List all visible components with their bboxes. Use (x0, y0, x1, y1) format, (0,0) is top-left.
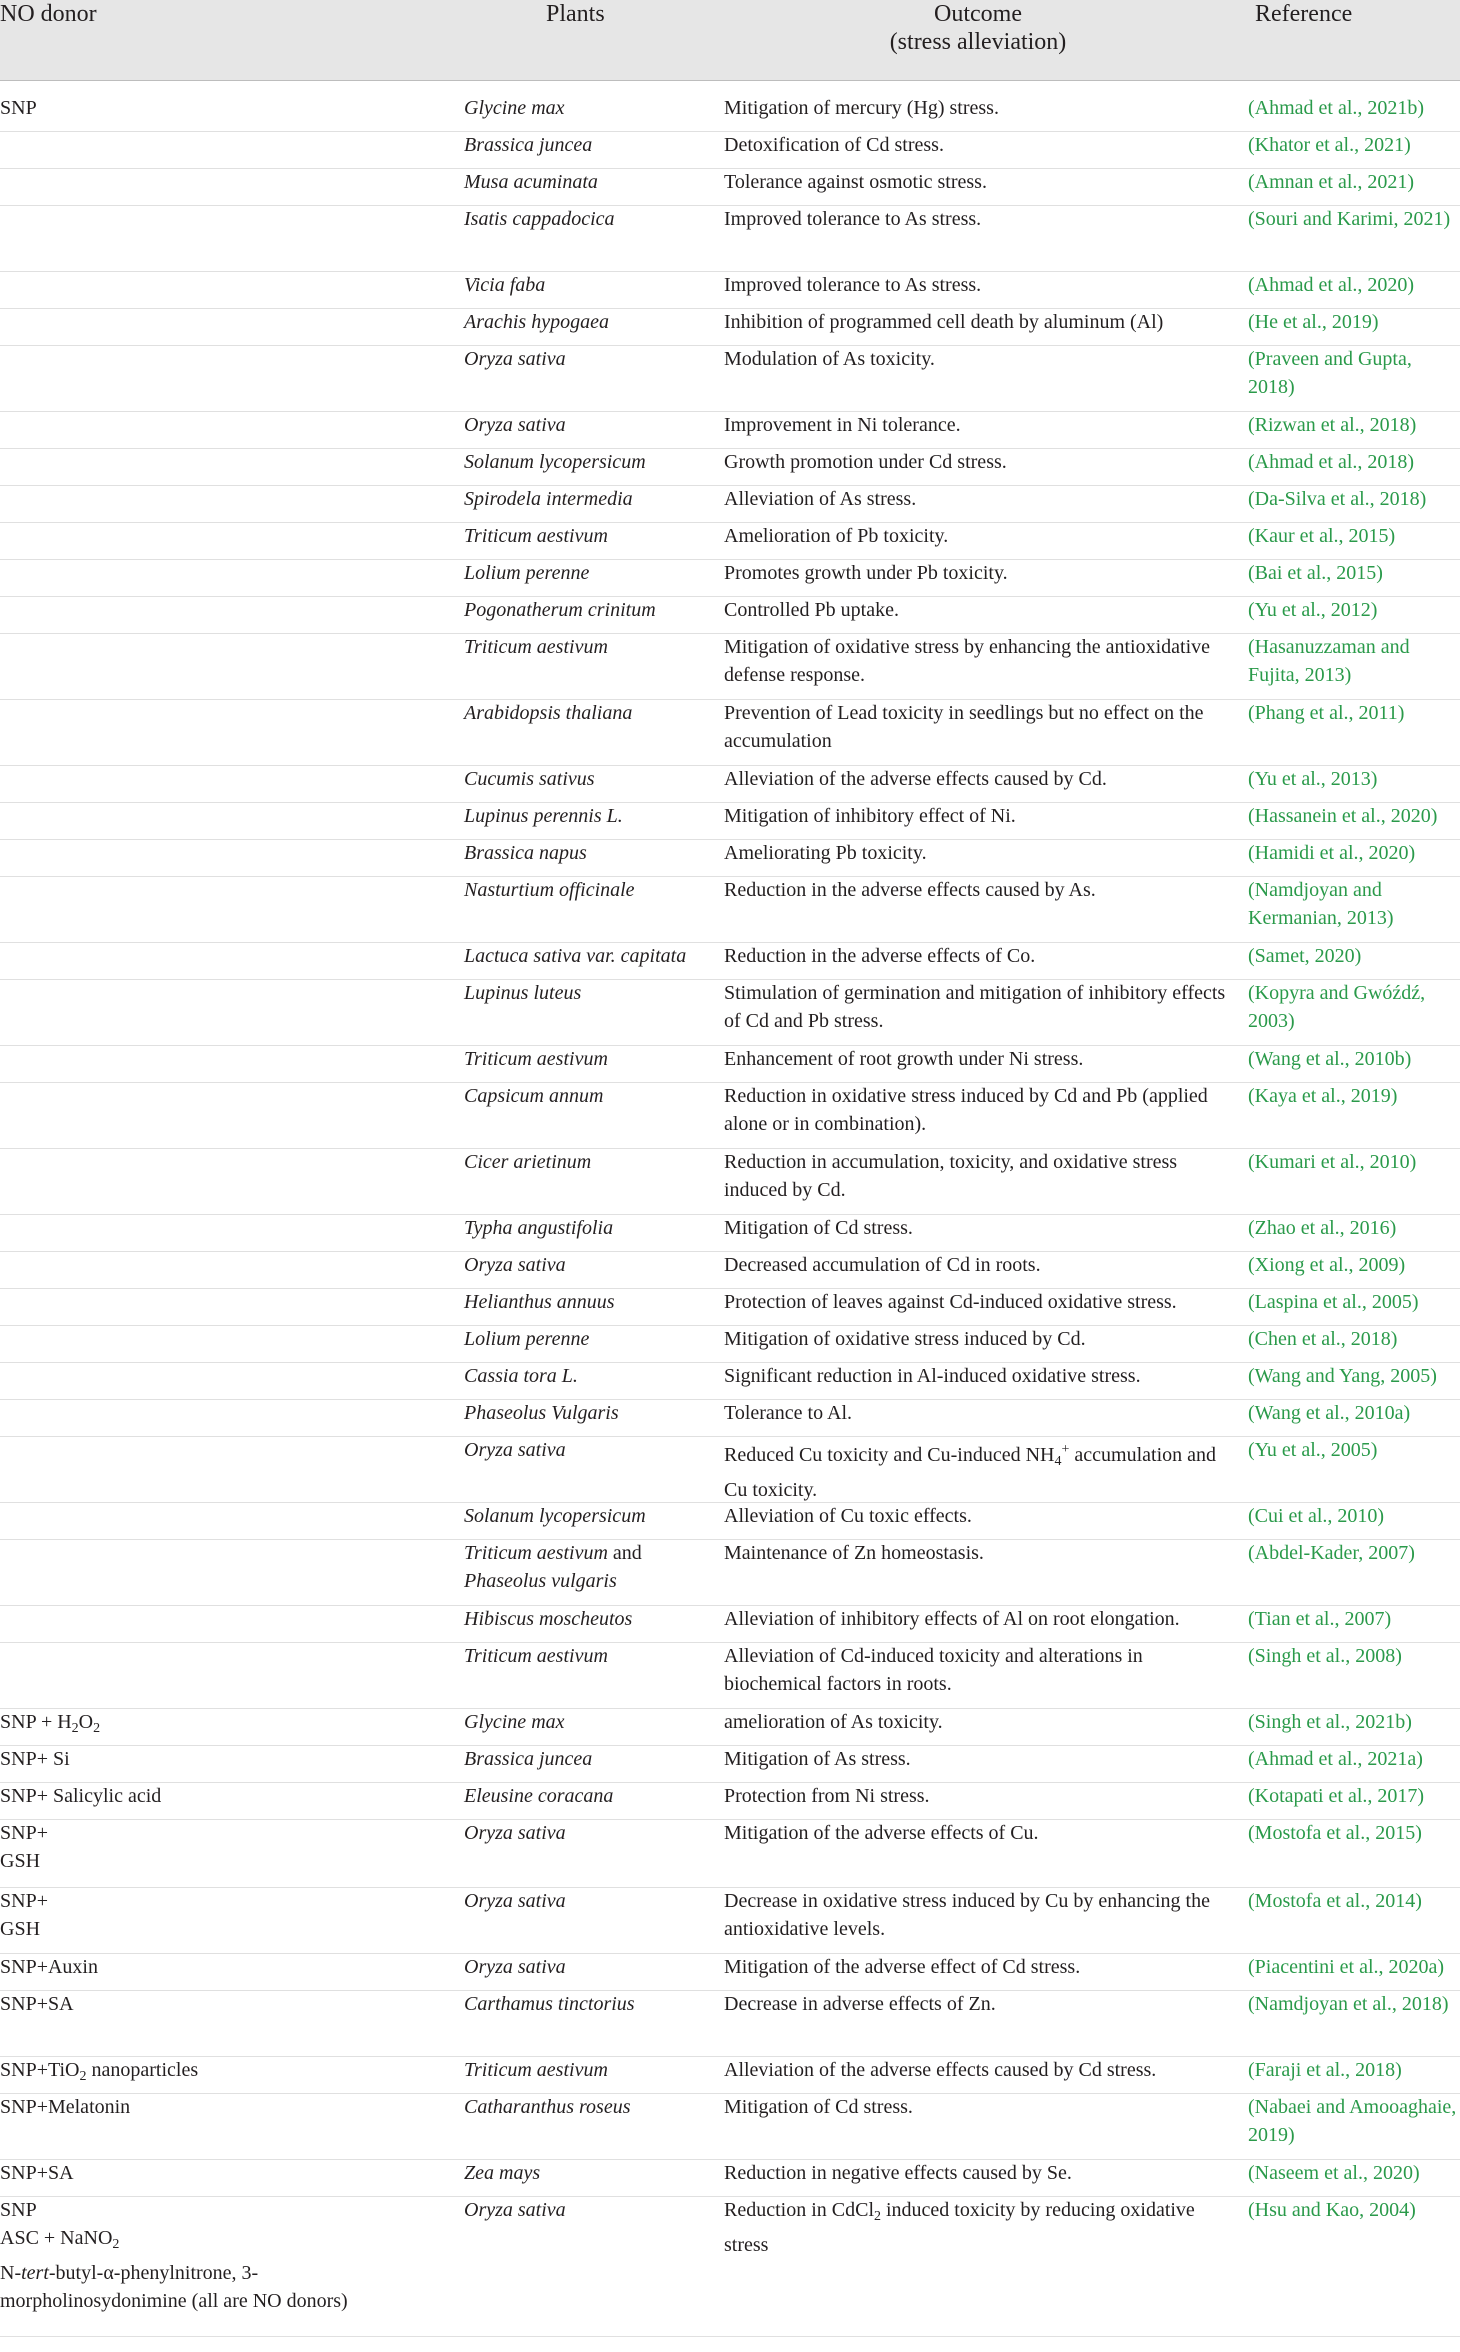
plant-cell: Cucumis sativus (464, 768, 595, 790)
reference-link[interactable]: (Souri and Karimi, 2021) (1248, 208, 1451, 230)
outcome-cell: amelioration of As toxicity. (724, 1711, 943, 1733)
table-row (0, 1288, 1460, 1326)
reference-link[interactable]: (Wang and Yang, 2005) (1248, 1365, 1437, 1387)
outcome-cell: Protection from Ni stress. (724, 1785, 930, 1807)
table-row (0, 1325, 1460, 1363)
donor-line: SNP (0, 2199, 37, 2221)
outcome-cell: Promotes growth under Pb toxicity. (724, 562, 1008, 584)
outcome-cell: Improved tolerance to As stress. (724, 274, 982, 296)
table-row (0, 979, 1460, 1046)
reference-link[interactable]: (Abdel-Kader, 2007) (1248, 1542, 1415, 1564)
reference-link[interactable]: (Mostofa et al., 2015) (1248, 1822, 1422, 1844)
table-row (0, 1082, 1460, 1149)
table-row (0, 448, 1460, 486)
table-row (0, 2093, 1460, 2160)
reference-link[interactable]: (Laspina et al., 2005) (1248, 1291, 1419, 1313)
outcome-cell: Tolerance to Al. (724, 1402, 852, 1424)
subscript: 2 (79, 2069, 87, 2084)
table-row (0, 2159, 1460, 2197)
reference-link[interactable]: (Yu et al., 2013) (1248, 768, 1378, 790)
donor-line: GSH (0, 1850, 41, 1872)
outcome-cell: Controlled Pb uptake. (724, 599, 899, 621)
outcome-cell: Reduction in the adverse effects caused by As. (724, 879, 1096, 901)
plant-cell: Zea mays (464, 2162, 541, 2184)
donor-text: O (78, 1711, 94, 1733)
outcome-cell (724, 1436, 1234, 1504)
reference-link[interactable]: (Wang et al., 2010b) (1248, 1048, 1412, 1070)
reference-link[interactable]: (Hamidi et al., 2020) (1248, 842, 1416, 864)
reference-link[interactable]: (Kaur et al., 2015) (1248, 525, 1396, 547)
outcome-cell: Reduction in oxidative stress induced by Cd and Pb (applied alone or in combination). (724, 1085, 1208, 1135)
subscript: 4 (1054, 1454, 1062, 1469)
plant-cell: Oryza sativa (464, 414, 566, 436)
plant-cell: Pogonatherum crinitum (464, 599, 656, 621)
subscript: 2 (71, 1721, 79, 1736)
outcome-cell: Inhibition of programmed cell death by aluminum (Al) (724, 311, 1164, 333)
table-row (0, 1745, 1460, 1783)
outcome-cell: Alleviation of As stress. (724, 488, 917, 510)
reference-link[interactable]: (Zhao et al., 2016) (1248, 1217, 1397, 1239)
donor-cell: SNP+Melatonin (0, 2096, 131, 2118)
outcome-cell: Mitigation of oxidative stress by enhancing the antioxidative defense response. (724, 636, 1211, 686)
plant-cell: Catharanthus roseus (464, 2096, 631, 2118)
outcome-cell: Protection of leaves against Cd-induced oxidative stress. (724, 1291, 1177, 1313)
plant-cell: Helianthus annuus (464, 1291, 615, 1313)
outcome-cell: Mitigation of inhibitory effect of Ni. (724, 805, 1016, 827)
outcome-cell: Decreased accumulation of Cd in roots. (724, 1254, 1041, 1276)
donor-cell (0, 1708, 400, 1743)
plant-cell: Glycine max (464, 97, 565, 119)
header-outcome (868, 0, 1088, 56)
donor-cell: SNP+SA (0, 1993, 74, 2015)
plant-name: Triticum aestivum (464, 1542, 608, 1564)
donor-text: N- (0, 2262, 22, 2284)
donor-cell (0, 1887, 400, 1943)
header-no-donor: NO donor (0, 1, 97, 27)
plant-cell: Lolium perenne (464, 562, 590, 584)
plant-cell: Lupinus perennis L. (464, 805, 623, 827)
donor-cell: SNP (0, 97, 37, 119)
reference-link[interactable]: (Kopyra and Gwóźdź, 2003) (1248, 982, 1426, 1032)
outcome-cell: Decrease in adverse effects of Zn. (724, 1993, 996, 2015)
plant-cell: Capsicum annum (464, 1085, 604, 1107)
plant-cell: Nasturtium officinale (464, 879, 635, 901)
outcome-cell: Mitigation of the adverse effect of Cd stress. (724, 1956, 1081, 1978)
header-reference: Reference (1255, 1, 1353, 27)
reference-link[interactable]: (He et al., 2019) (1248, 311, 1379, 333)
plant-cell: Spirodela intermedia (464, 488, 633, 510)
outcome-cell: Alleviation of inhibitory effects of Al on root elongation. (724, 1608, 1180, 1630)
outcome-cell: Growth promotion under Cd stress. (724, 451, 1007, 473)
outcome-cell: Reduction in accumulation, toxicity, and oxidative stress induced by Cd. (724, 1151, 1178, 1201)
outcome-cell: Mitigation of Cd stress. (724, 2096, 913, 2118)
outcome-text: Reduction in CdCl (724, 2199, 874, 2221)
table-row (0, 559, 1460, 597)
reference-link[interactable]: (Hassanein et al., 2020) (1248, 805, 1438, 827)
table-row (0, 2196, 1460, 2337)
reference-link[interactable]: (Xiong et al., 2009) (1248, 1254, 1406, 1276)
reference-link[interactable]: (Ahmad et al., 2021a) (1248, 1748, 1423, 1770)
table-row (0, 131, 1460, 169)
plant-cell: Triticum aestivum (464, 1645, 608, 1667)
donor-line: SNP+ (0, 1890, 48, 1912)
header-outcome-line2: (stress alleviation) (889, 29, 1067, 55)
reference-link[interactable]: (Amnan et al., 2021) (1248, 171, 1415, 193)
outcome-cell: Decrease in oxidative stress induced by Cu by enhancing the antioxidative levels. (724, 1890, 1210, 1940)
outcome-cell: Reduction in the adverse effects of Co. (724, 945, 1036, 967)
reference-link[interactable]: (Piacentini et al., 2020a) (1248, 1956, 1445, 1978)
table-row (0, 1605, 1460, 1643)
reference-link[interactable]: (Hsu and Kao, 2004) (1248, 2199, 1416, 2221)
table-row (0, 1436, 1460, 1503)
donor-line: SNP+ (0, 1822, 48, 1844)
donor-line (0, 2259, 400, 2315)
donor-line: GSH (0, 1918, 41, 1940)
reference-link[interactable]: (Cui et al., 2010) (1248, 1505, 1385, 1527)
table-row (0, 522, 1460, 560)
reference-link[interactable]: (Ahmad et al., 2018) (1248, 451, 1415, 473)
outcome-cell: Maintenance of Zn homeostasis. (724, 1542, 984, 1564)
outcome-cell: Alleviation of the adverse effects caused by Cd. (724, 768, 1107, 790)
donor-line (0, 2224, 400, 2259)
outcome-cell: Stimulation of germination and mitigation of inhibitory effects of Cd and Pb stress. (724, 982, 1226, 1032)
reference-link[interactable]: (Yu et al., 2005) (1248, 1439, 1378, 1461)
plant-cell: Hibiscus moscheutos (464, 1608, 633, 1630)
reference-link[interactable]: (Singh et al., 2021b) (1248, 1711, 1412, 1733)
table-row (0, 1362, 1460, 1400)
reference-link[interactable]: (Khator et al., 2021) (1248, 134, 1411, 156)
reference-link[interactable]: (Hasanuzzaman and Fujita, 2013) (1248, 636, 1410, 686)
plant-cell: Oryza sativa (464, 1890, 566, 1912)
plant-cell: Oryza sativa (464, 2199, 566, 2221)
table-row (0, 411, 1460, 449)
outcome-cell: Tolerance against osmotic stress. (724, 171, 987, 193)
donor-text: SNP+TiO (0, 2059, 80, 2081)
plant-cell: Brassica juncea (464, 1748, 593, 1770)
reference-link[interactable]: (Kumari et al., 2010) (1248, 1151, 1417, 1173)
plant-cell: Triticum aestivum (464, 1048, 608, 1070)
plant-cell: Triticum aestivum (464, 636, 608, 658)
table-row (0, 308, 1460, 346)
table-row (0, 1214, 1460, 1252)
reference-link[interactable]: (Rizwan et al., 2018) (1248, 414, 1417, 436)
header-outcome-line1: Outcome (934, 1, 1022, 27)
table-row (0, 802, 1460, 840)
donor-cell (0, 2056, 400, 2091)
reference-link[interactable]: (Mostofa et al., 2014) (1248, 1890, 1422, 1912)
table-row (0, 596, 1460, 634)
reference-link[interactable]: (Namdjoyan and Kermanian, 2013) (1248, 879, 1394, 929)
table-row (0, 205, 1460, 272)
outcome-cell (724, 2196, 1234, 2259)
outcome-cell: Ameliorating Pb toxicity. (724, 842, 927, 864)
donor-text: ASC + NaNO (0, 2227, 113, 2249)
table-row (0, 1502, 1460, 1540)
outcome-cell: Mitigation of the adverse effects of Cu. (724, 1822, 1039, 1844)
table-row (0, 1819, 1460, 1888)
outcome-text: induced toxicity by reducing oxidative stress (724, 2199, 1195, 2256)
outcome-cell: Amelioration of Pb toxicity. (724, 525, 949, 547)
reference-link[interactable]: (Kaya et al., 2019) (1248, 1085, 1398, 1107)
reference-link[interactable]: (Namdjoyan et al., 2018) (1248, 1993, 1449, 2015)
table-row (0, 168, 1460, 206)
plant-cell: Lolium perenne (464, 1328, 590, 1350)
plant-cell: Cicer arietinum (464, 1151, 592, 1173)
plant-conjunction: and (607, 1542, 642, 1564)
outcome-cell: Mitigation of oxidative stress induced by Cd. (724, 1328, 1086, 1350)
table-row (0, 1708, 1460, 1746)
table-row (0, 1399, 1460, 1437)
superscript: + (1061, 1442, 1070, 1457)
outcome-cell: Reduction in negative effects caused by Se. (724, 2162, 1072, 2184)
table-row (0, 633, 1460, 700)
plant-cell: Lactuca sativa var. capitata (464, 945, 687, 967)
plant-cell: Triticum aestivum (464, 525, 608, 547)
table-row (0, 1045, 1460, 1083)
plant-cell: Typha angustifolia (464, 1217, 614, 1239)
reference-link[interactable]: (Samet, 2020) (1248, 945, 1362, 967)
plant-cell: Carthamus tinctorius (464, 1993, 635, 2015)
donor-text: nanoparticles (86, 2059, 199, 2081)
outcome-cell: Alleviation of the adverse effects caused by Cd stress. (724, 2059, 1157, 2081)
table-row (0, 1539, 1460, 1606)
table-row (0, 271, 1460, 309)
donor-text: SNP + H (0, 1711, 72, 1733)
reference-link[interactable]: (Tian et al., 2007) (1248, 1608, 1392, 1630)
subscript: 2 (874, 2209, 881, 2224)
plant-cell: Solanum lycopersicum (464, 451, 646, 473)
plant-name: Phaseolus vulgaris (464, 1570, 617, 1592)
plant-cell: Lupinus luteus (464, 982, 582, 1004)
outcome-cell: Mitigation of As stress. (724, 1748, 911, 1770)
plant-cell: Oryza sativa (464, 1956, 566, 1978)
plant-cell: Isatis cappadocica (464, 208, 615, 230)
outcome-cell: Alleviation of Cd-induced toxicity and alterations in biochemical factors in roots. (724, 1645, 1143, 1695)
plant-cell: Vicia faba (464, 274, 546, 296)
table-row (0, 345, 1460, 412)
plant-cell: Arabidopsis thaliana (464, 702, 633, 724)
plant-cell: Phaseolus Vulgaris (464, 1402, 619, 1424)
donor-cell: SNP+ Salicylic acid (0, 1785, 162, 1807)
donor-cell (0, 1819, 400, 1875)
plant-cell: Oryza sativa (464, 1254, 566, 1276)
reference-link[interactable]: (Chen et al., 2018) (1248, 1328, 1398, 1350)
outcome-cell: Modulation of As toxicity. (724, 348, 935, 370)
reference-link[interactable]: (Praveen and Gupta, 2018) (1248, 348, 1412, 398)
subscript: 2 (93, 1721, 101, 1736)
plant-cell: Triticum aestivum (464, 2059, 608, 2081)
donor-cell: SNP+Auxin (0, 1956, 98, 1978)
plant-cell: Cassia tora L. (464, 1365, 578, 1387)
table-row (0, 1148, 1460, 1215)
reference-link[interactable]: (Da-Silva et al., 2018) (1248, 488, 1427, 510)
donor-cell: SNP+SA (0, 2162, 74, 2184)
outcome-cell: Improved tolerance to As stress. (724, 208, 982, 230)
donor-text: -butyl-α-phenylnitrone, 3-morpholinosydonimine (all are NO donors) (0, 2262, 348, 2312)
table-row (0, 1782, 1460, 1820)
plant-cell: Oryza sativa (464, 1822, 566, 1844)
table-row (0, 1953, 1460, 1991)
plant-cell (464, 1539, 704, 1595)
outcome-cell: Prevention of Lead toxicity in seedlings but no effect on the accumulation (724, 702, 1204, 752)
reference-link[interactable]: (Singh et al., 2008) (1248, 1645, 1402, 1667)
table-row (0, 876, 1460, 943)
outcome-cell: Mitigation of mercury (Hg) stress. (724, 97, 999, 119)
plant-cell: Musa acuminata (464, 171, 598, 193)
plant-cell: Brassica napus (464, 842, 587, 864)
plant-cell: Solanum lycopersicum (464, 1505, 646, 1527)
plant-cell: Arachis hypogaea (464, 311, 609, 333)
reference-link[interactable]: (Ahmad et al., 2021b) (1248, 97, 1425, 119)
reference-link[interactable]: (Kotapati et al., 2017) (1248, 1785, 1425, 1807)
outcome-text: accumulation and Cu toxicity. (724, 1444, 1217, 1501)
table-row (0, 1642, 1460, 1709)
table-row (0, 839, 1460, 877)
table-row (0, 942, 1460, 980)
reference-link[interactable]: (Phang et al., 2011) (1248, 702, 1405, 724)
reference-link[interactable]: (Ahmad et al., 2020) (1248, 274, 1415, 296)
table-header (0, 0, 1460, 81)
outcome-cell: Enhancement of root growth under Ni stress. (724, 1048, 1084, 1070)
table-row (0, 1887, 1460, 1954)
outcome-cell: Alleviation of Cu toxic effects. (724, 1505, 972, 1527)
reference-link[interactable]: (Yu et al., 2012) (1248, 599, 1378, 621)
table-row (0, 485, 1460, 523)
subscript: 2 (112, 2237, 120, 2252)
outcome-cell: Detoxification of Cd stress. (724, 134, 944, 156)
table-row (0, 699, 1460, 766)
plant-cell: Oryza sativa (464, 1439, 566, 1461)
reference-link[interactable]: (Bai et al., 2015) (1248, 562, 1383, 584)
table-row (0, 765, 1460, 803)
table-row (0, 2056, 1460, 2094)
plant-cell: Eleusine coracana (464, 1785, 614, 1807)
reference-link[interactable]: (Naseem et al., 2020) (1248, 2162, 1420, 2184)
donor-cell (0, 2196, 400, 2315)
reference-link[interactable]: (Nabaei and Amooaghaie, 2019) (1248, 2096, 1457, 2146)
outcome-cell: Mitigation of Cd stress. (724, 1217, 913, 1239)
table-row (0, 1251, 1460, 1289)
plant-cell: Brassica juncea (464, 134, 593, 156)
donor-text-italic: tert (21, 2262, 49, 2284)
plant-cell: Glycine max (464, 1711, 565, 1733)
table-row (0, 94, 1460, 132)
table-row (0, 1990, 1460, 2057)
header-plants: Plants (546, 1, 605, 27)
outcome-cell: Significant reduction in Al-induced oxidative stress. (724, 1365, 1141, 1387)
reference-link[interactable]: (Wang et al., 2010a) (1248, 1402, 1411, 1424)
plant-cell: Oryza sativa (464, 348, 566, 370)
reference-link[interactable]: (Faraji et al., 2018) (1248, 2059, 1402, 2081)
outcome-text: Reduced Cu toxicity and Cu-induced NH (724, 1444, 1055, 1466)
outcome-cell: Improvement in Ni tolerance. (724, 414, 961, 436)
donor-cell: SNP+ Si (0, 1748, 70, 1770)
